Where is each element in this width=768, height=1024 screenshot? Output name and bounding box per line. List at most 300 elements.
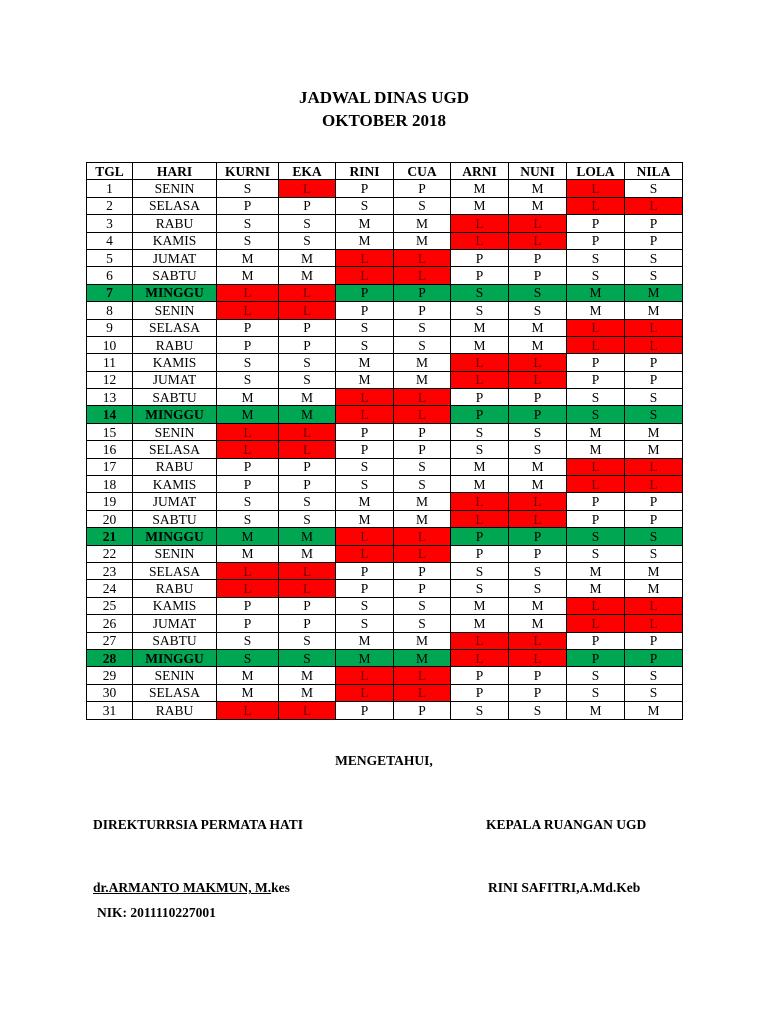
- shift-cell: M: [394, 649, 451, 666]
- day-cell: SENIN: [133, 180, 217, 197]
- shift-cell: S: [279, 232, 336, 249]
- shift-cell: P: [394, 562, 451, 579]
- date-cell: 29: [87, 667, 133, 684]
- shift-cell: S: [451, 284, 509, 301]
- shift-cell: L: [567, 180, 625, 197]
- shift-cell: P: [567, 371, 625, 388]
- table-row: [87, 284, 683, 301]
- shift-cell: S: [625, 406, 683, 423]
- date-cell: 1: [87, 180, 133, 197]
- shift-cell: S: [217, 493, 279, 510]
- document-subtitle: OKTOBER 2018: [322, 111, 446, 130]
- day-cell: RABU: [133, 336, 217, 353]
- date-cell: 2: [87, 197, 133, 214]
- shift-cell: S: [217, 649, 279, 666]
- date-cell: 19: [87, 493, 133, 510]
- shift-cell: S: [217, 232, 279, 249]
- shift-cell: L: [509, 215, 567, 232]
- date-cell: 26: [87, 615, 133, 632]
- table-row: [87, 580, 683, 597]
- shift-cell: L: [279, 562, 336, 579]
- shift-cell: M: [394, 232, 451, 249]
- shift-cell: P: [217, 615, 279, 632]
- date-cell: 8: [87, 302, 133, 319]
- date-cell: 25: [87, 597, 133, 614]
- shift-cell: P: [567, 493, 625, 510]
- shift-cell: M: [279, 528, 336, 545]
- shift-cell: L: [336, 389, 394, 406]
- shift-cell: L: [625, 197, 683, 214]
- shift-cell: L: [279, 180, 336, 197]
- day-cell: MINGGU: [133, 284, 217, 301]
- shift-cell: M: [394, 371, 451, 388]
- table-row: [87, 354, 683, 371]
- shift-cell: M: [451, 476, 509, 493]
- shift-cell: L: [336, 545, 394, 562]
- shift-cell: P: [217, 197, 279, 214]
- date-cell: 3: [87, 215, 133, 232]
- shift-cell: S: [279, 632, 336, 649]
- table-row: [87, 649, 683, 666]
- shift-cell: S: [509, 302, 567, 319]
- shift-cell: M: [451, 336, 509, 353]
- shift-cell: L: [217, 441, 279, 458]
- shift-cell: S: [509, 284, 567, 301]
- shift-cell: P: [336, 580, 394, 597]
- shift-cell: L: [394, 528, 451, 545]
- shift-cell: P: [625, 649, 683, 666]
- shift-cell: L: [451, 232, 509, 249]
- shift-cell: P: [509, 684, 567, 701]
- shift-cell: M: [336, 632, 394, 649]
- shift-cell: L: [394, 684, 451, 701]
- shift-cell: L: [279, 423, 336, 440]
- shift-cell: M: [394, 510, 451, 527]
- shift-cell: M: [509, 476, 567, 493]
- shift-cell: S: [567, 267, 625, 284]
- table-row: [87, 267, 683, 284]
- shift-cell: M: [625, 580, 683, 597]
- head-name: RINI SAFITRI,A.Md.Keb: [488, 880, 641, 895]
- shift-cell: L: [451, 354, 509, 371]
- shift-cell: M: [217, 249, 279, 266]
- table-row: [87, 249, 683, 266]
- table-row: [87, 615, 683, 632]
- shift-cell: P: [567, 354, 625, 371]
- date-cell: 11: [87, 354, 133, 371]
- table-row: [87, 702, 683, 719]
- shift-cell: S: [217, 354, 279, 371]
- shift-cell: L: [394, 667, 451, 684]
- shift-cell: L: [451, 493, 509, 510]
- shift-cell: S: [509, 423, 567, 440]
- shift-cell: P: [625, 510, 683, 527]
- shift-cell: S: [394, 615, 451, 632]
- shift-cell: L: [394, 545, 451, 562]
- shift-cell: P: [625, 215, 683, 232]
- shift-cell: M: [336, 354, 394, 371]
- table-row: [87, 180, 683, 197]
- date-cell: 18: [87, 476, 133, 493]
- day-cell: JUMAT: [133, 249, 217, 266]
- shift-cell: P: [279, 597, 336, 614]
- shift-cell: P: [394, 284, 451, 301]
- table-row: [87, 423, 683, 440]
- shift-cell: S: [625, 684, 683, 701]
- date-cell: 5: [87, 249, 133, 266]
- shift-cell: P: [451, 389, 509, 406]
- shift-cell: M: [625, 423, 683, 440]
- shift-cell: M: [336, 510, 394, 527]
- shift-cell: L: [567, 476, 625, 493]
- shift-cell: S: [394, 197, 451, 214]
- shift-cell: P: [451, 249, 509, 266]
- shift-cell: M: [567, 580, 625, 597]
- table-row: [87, 510, 683, 527]
- shift-cell: P: [217, 597, 279, 614]
- header-rini: RINI: [336, 163, 394, 180]
- shift-cell: M: [217, 389, 279, 406]
- schedule-table: [86, 162, 683, 720]
- shift-cell: M: [625, 562, 683, 579]
- shift-cell: P: [394, 580, 451, 597]
- shift-cell: S: [336, 458, 394, 475]
- shift-cell: P: [217, 319, 279, 336]
- shift-cell: M: [567, 441, 625, 458]
- table-row: [87, 493, 683, 510]
- shift-cell: P: [451, 528, 509, 545]
- shift-cell: S: [509, 562, 567, 579]
- shift-cell: M: [279, 406, 336, 423]
- shift-cell: S: [451, 441, 509, 458]
- acknowledged-label: MENGETAHUI,: [335, 753, 433, 768]
- table-row: [87, 232, 683, 249]
- shift-cell: P: [279, 197, 336, 214]
- shift-cell: L: [279, 702, 336, 719]
- date-cell: 4: [87, 232, 133, 249]
- shift-cell: M: [279, 389, 336, 406]
- shift-cell: L: [567, 197, 625, 214]
- shift-cell: S: [567, 389, 625, 406]
- day-cell: SENIN: [133, 545, 217, 562]
- shift-cell: M: [509, 197, 567, 214]
- shift-cell: P: [567, 215, 625, 232]
- shift-cell: P: [567, 649, 625, 666]
- day-cell: SELASA: [133, 197, 217, 214]
- shift-cell: P: [509, 406, 567, 423]
- shift-cell: L: [567, 458, 625, 475]
- shift-cell: L: [567, 597, 625, 614]
- shift-cell: S: [279, 510, 336, 527]
- shift-cell: M: [217, 667, 279, 684]
- table-row: [87, 371, 683, 388]
- shift-cell: P: [394, 302, 451, 319]
- shift-cell: L: [394, 249, 451, 266]
- shift-cell: L: [567, 319, 625, 336]
- date-cell: 28: [87, 649, 133, 666]
- shift-cell: S: [217, 371, 279, 388]
- shift-cell: P: [336, 562, 394, 579]
- date-cell: 31: [87, 702, 133, 719]
- shift-cell: M: [567, 302, 625, 319]
- shift-cell: L: [509, 632, 567, 649]
- day-cell: SENIN: [133, 667, 217, 684]
- shift-cell: S: [509, 702, 567, 719]
- shift-cell: L: [217, 302, 279, 319]
- director-signature: [93, 880, 290, 896]
- shift-cell: S: [394, 597, 451, 614]
- shift-cell: L: [509, 649, 567, 666]
- shift-cell: M: [217, 528, 279, 545]
- header-nuni: NUNI: [509, 163, 567, 180]
- shift-cell: M: [451, 597, 509, 614]
- shift-cell: S: [217, 510, 279, 527]
- date-cell: 30: [87, 684, 133, 701]
- shift-cell: S: [567, 667, 625, 684]
- shift-cell: P: [336, 284, 394, 301]
- date-cell: 21: [87, 528, 133, 545]
- shift-cell: L: [336, 267, 394, 284]
- shift-cell: P: [336, 180, 394, 197]
- shift-cell: P: [625, 232, 683, 249]
- shift-cell: M: [567, 702, 625, 719]
- shift-cell: P: [279, 319, 336, 336]
- shift-cell: P: [279, 336, 336, 353]
- shift-cell: P: [625, 493, 683, 510]
- shift-cell: L: [217, 580, 279, 597]
- shift-cell: M: [509, 319, 567, 336]
- shift-cell: L: [451, 371, 509, 388]
- director-name: dr.ARMANTO MAKMUN, M.: [93, 880, 272, 895]
- table-row: [87, 458, 683, 475]
- day-cell: SABTU: [133, 510, 217, 527]
- shift-cell: L: [625, 336, 683, 353]
- shift-cell: L: [625, 319, 683, 336]
- shift-cell: M: [279, 667, 336, 684]
- shift-cell: M: [625, 441, 683, 458]
- date-cell: 12: [87, 371, 133, 388]
- shift-cell: M: [451, 458, 509, 475]
- shift-cell: P: [625, 354, 683, 371]
- shift-cell: L: [336, 528, 394, 545]
- shift-cell: M: [451, 319, 509, 336]
- shift-cell: M: [509, 180, 567, 197]
- day-cell: JUMAT: [133, 493, 217, 510]
- table-row: [87, 667, 683, 684]
- shift-cell: P: [567, 510, 625, 527]
- shift-cell: M: [336, 649, 394, 666]
- shift-cell: L: [279, 441, 336, 458]
- shift-cell: M: [279, 545, 336, 562]
- date-cell: 13: [87, 389, 133, 406]
- header-eka: EKA: [279, 163, 336, 180]
- day-cell: MINGGU: [133, 528, 217, 545]
- table-row: [87, 406, 683, 423]
- day-cell: SENIN: [133, 302, 217, 319]
- day-cell: KAMIS: [133, 354, 217, 371]
- shift-cell: M: [625, 302, 683, 319]
- shift-cell: L: [509, 510, 567, 527]
- shift-cell: P: [509, 249, 567, 266]
- header-kurni: KURNI: [217, 163, 279, 180]
- shift-cell: M: [217, 545, 279, 562]
- shift-cell: S: [451, 423, 509, 440]
- shift-cell: M: [279, 249, 336, 266]
- shift-cell: S: [451, 302, 509, 319]
- day-cell: SELASA: [133, 684, 217, 701]
- shift-cell: L: [509, 232, 567, 249]
- table-row: [87, 197, 683, 214]
- day-cell: RABU: [133, 215, 217, 232]
- day-cell: SABTU: [133, 389, 217, 406]
- shift-cell: L: [217, 562, 279, 579]
- date-cell: 22: [87, 545, 133, 562]
- shift-cell: M: [509, 458, 567, 475]
- shift-cell: S: [336, 615, 394, 632]
- shift-cell: M: [394, 215, 451, 232]
- shift-cell: L: [451, 649, 509, 666]
- shift-cell: M: [451, 197, 509, 214]
- shift-cell: S: [567, 545, 625, 562]
- shift-cell: M: [567, 562, 625, 579]
- shift-cell: L: [217, 423, 279, 440]
- shift-cell: M: [217, 406, 279, 423]
- table-row: [87, 441, 683, 458]
- director-nik: NIK: 2011110227001: [97, 905, 216, 920]
- shift-cell: M: [567, 423, 625, 440]
- shift-cell: M: [336, 232, 394, 249]
- shift-cell: S: [279, 354, 336, 371]
- shift-cell: S: [509, 441, 567, 458]
- shift-cell: S: [279, 649, 336, 666]
- table-row: [87, 562, 683, 579]
- shift-cell: L: [394, 406, 451, 423]
- date-cell: 16: [87, 441, 133, 458]
- day-cell: MINGGU: [133, 649, 217, 666]
- shift-cell: S: [217, 180, 279, 197]
- table-row: [87, 684, 683, 701]
- shift-cell: M: [509, 597, 567, 614]
- shift-cell: S: [625, 667, 683, 684]
- date-cell: 23: [87, 562, 133, 579]
- shift-cell: P: [336, 423, 394, 440]
- shift-cell: P: [217, 476, 279, 493]
- document-title: JADWAL DINAS UGD: [298, 88, 470, 107]
- day-cell: JUMAT: [133, 371, 217, 388]
- shift-cell: L: [217, 284, 279, 301]
- shift-cell: S: [336, 319, 394, 336]
- date-cell: 7: [87, 284, 133, 301]
- day-cell: KAMIS: [133, 232, 217, 249]
- date-cell: 9: [87, 319, 133, 336]
- shift-cell: L: [451, 510, 509, 527]
- header-tgl: TGL: [87, 163, 133, 180]
- shift-cell: P: [217, 336, 279, 353]
- shift-cell: M: [394, 632, 451, 649]
- shift-cell: M: [394, 354, 451, 371]
- shift-cell: S: [394, 476, 451, 493]
- header-arni: ARNI: [451, 163, 509, 180]
- shift-cell: L: [279, 284, 336, 301]
- shift-cell: L: [336, 684, 394, 701]
- table-row: [87, 215, 683, 232]
- shift-cell: S: [336, 476, 394, 493]
- shift-cell: P: [509, 667, 567, 684]
- day-cell: JUMAT: [133, 615, 217, 632]
- shift-cell: M: [625, 702, 683, 719]
- shift-cell: M: [336, 493, 394, 510]
- shift-cell: L: [336, 667, 394, 684]
- shift-cell: P: [567, 232, 625, 249]
- shift-cell: P: [567, 632, 625, 649]
- shift-cell: S: [394, 458, 451, 475]
- shift-cell: P: [625, 632, 683, 649]
- shift-cell: S: [336, 597, 394, 614]
- header-row: [87, 163, 683, 180]
- shift-cell: P: [451, 406, 509, 423]
- day-cell: SABTU: [133, 267, 217, 284]
- shift-cell: S: [336, 197, 394, 214]
- shift-cell: S: [567, 249, 625, 266]
- date-cell: 14: [87, 406, 133, 423]
- shift-cell: L: [279, 302, 336, 319]
- shift-cell: S: [625, 545, 683, 562]
- shift-cell: S: [509, 580, 567, 597]
- director-name-suffix: kes: [271, 880, 290, 895]
- date-cell: 17: [87, 458, 133, 475]
- table-row: [87, 336, 683, 353]
- shift-cell: L: [567, 615, 625, 632]
- shift-cell: L: [279, 580, 336, 597]
- date-cell: 6: [87, 267, 133, 284]
- day-cell: KAMIS: [133, 476, 217, 493]
- shift-cell: L: [625, 476, 683, 493]
- shift-cell: L: [336, 406, 394, 423]
- shift-cell: P: [394, 180, 451, 197]
- shift-cell: M: [625, 284, 683, 301]
- table-row: [87, 545, 683, 562]
- date-cell: 20: [87, 510, 133, 527]
- table-row: [87, 597, 683, 614]
- date-cell: 27: [87, 632, 133, 649]
- shift-cell: S: [394, 336, 451, 353]
- shift-cell: M: [336, 215, 394, 232]
- table-row: [87, 528, 683, 545]
- day-cell: SELASA: [133, 441, 217, 458]
- shift-cell: L: [567, 336, 625, 353]
- shift-cell: L: [625, 597, 683, 614]
- shift-cell: S: [336, 336, 394, 353]
- table-row: [87, 302, 683, 319]
- shift-cell: L: [509, 371, 567, 388]
- date-cell: 10: [87, 336, 133, 353]
- shift-cell: P: [451, 545, 509, 562]
- shift-cell: S: [279, 371, 336, 388]
- shift-cell: S: [217, 632, 279, 649]
- shift-cell: S: [625, 528, 683, 545]
- shift-cell: P: [336, 302, 394, 319]
- shift-cell: M: [217, 267, 279, 284]
- shift-cell: L: [509, 354, 567, 371]
- shift-cell: S: [217, 215, 279, 232]
- shift-cell: L: [217, 702, 279, 719]
- shift-cell: P: [509, 528, 567, 545]
- shift-cell: P: [451, 667, 509, 684]
- day-cell: RABU: [133, 702, 217, 719]
- shift-cell: L: [509, 493, 567, 510]
- director-title: DIREKTURRSIA PERMATA HATI: [93, 817, 304, 832]
- day-cell: SELASA: [133, 319, 217, 336]
